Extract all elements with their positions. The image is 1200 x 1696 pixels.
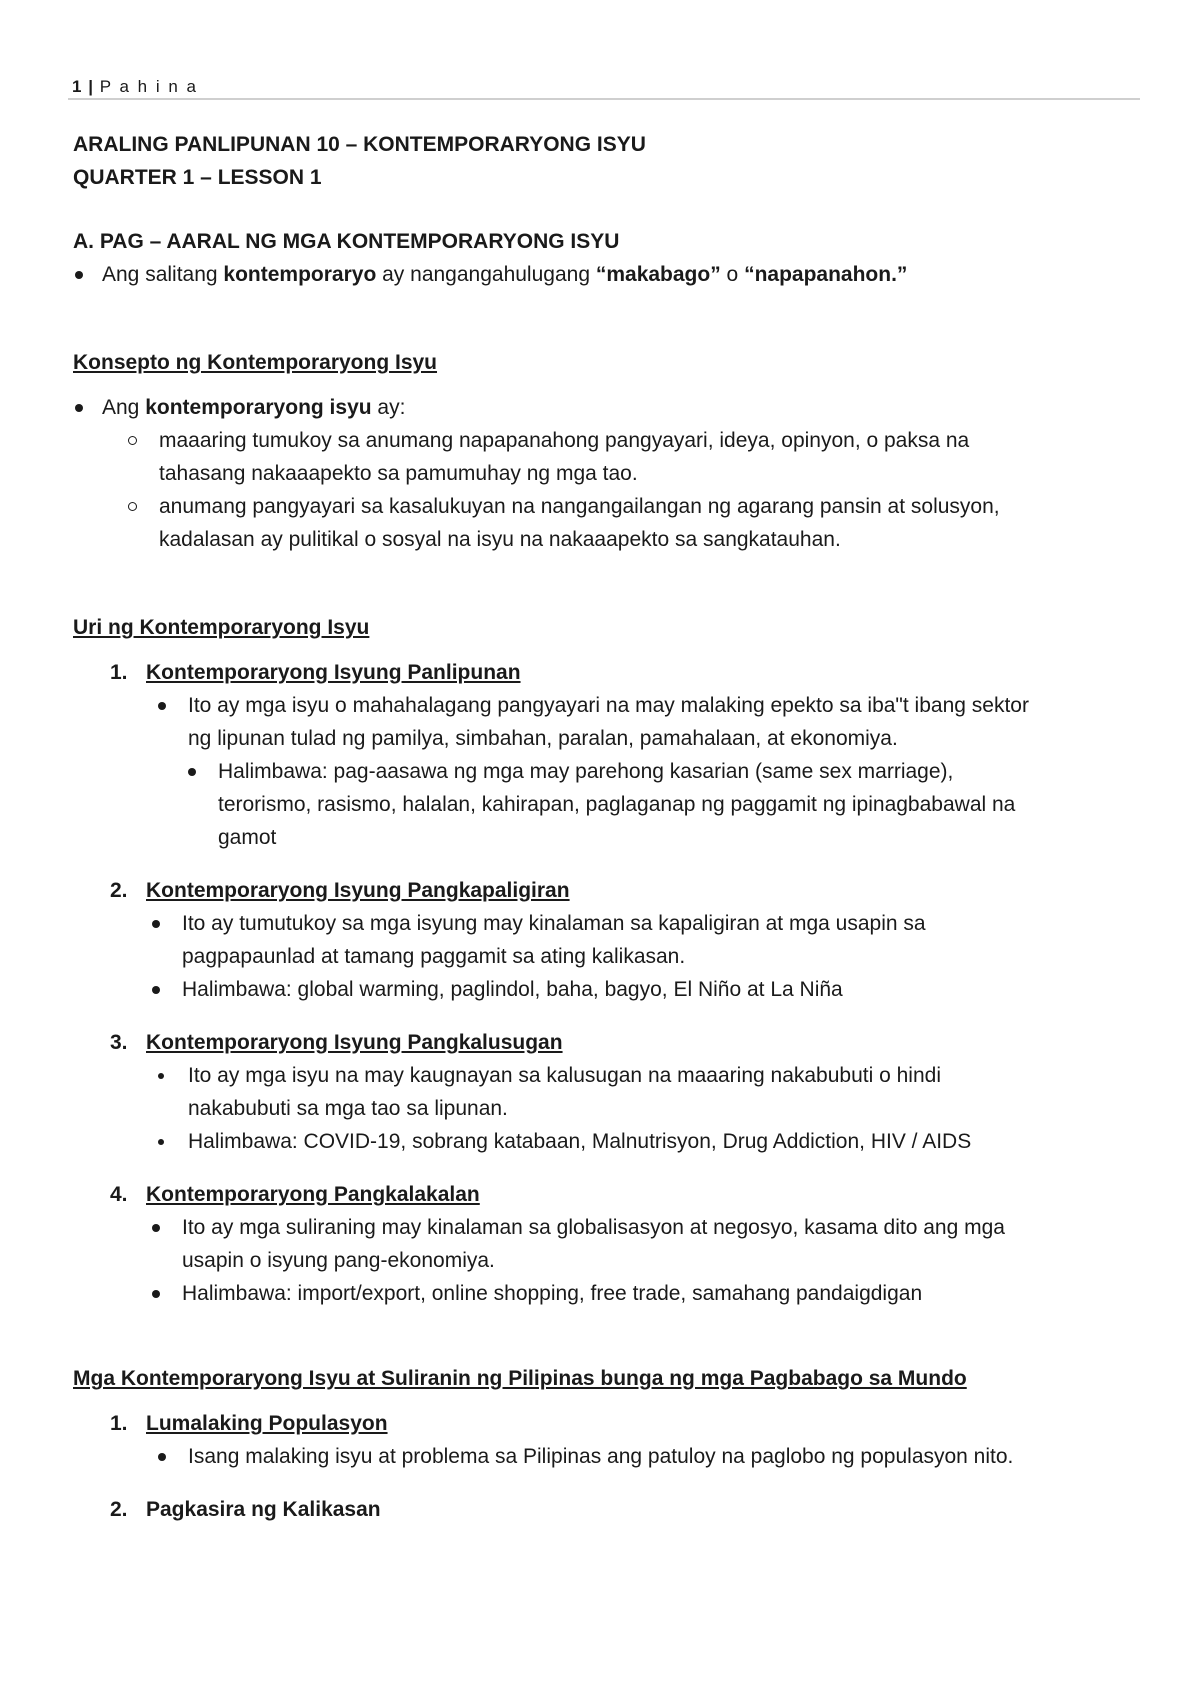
uri-item-title [73, 1026, 1133, 1059]
item-line: anumang pangyayari sa kasalukuyan na nangangailangan ng agarang pansin at solusyon, [159, 495, 1000, 518]
bullet-icon [152, 920, 160, 928]
circle-bullet-icon [128, 436, 137, 445]
text-run: ay: [371, 396, 406, 419]
uri-item-label: Kontemporaryong Isyung Pangkalusugan [146, 1031, 563, 1054]
document-body [73, 128, 1133, 1526]
list-number: 1. [110, 661, 128, 684]
desc-line: Ito ay mga suliraning may kinalaman sa globalisasyon at negosyo, kasama dito ang mga [182, 1216, 1005, 1239]
bullet-icon [188, 768, 196, 776]
uri-item-example [73, 755, 1133, 854]
bullet-icon [158, 1073, 164, 1079]
uri-item-title [73, 656, 1133, 689]
circle-bullet-icon [128, 502, 137, 511]
bullet-icon [75, 271, 83, 279]
bullet-icon [152, 1290, 160, 1298]
list-number: 2. [110, 879, 128, 902]
konsepto-heading: Konsepto ng Kontemporaryong Isyu [73, 351, 438, 374]
uri-heading: Uri ng Kontemporaryong Isyu [73, 616, 370, 639]
desc-line: nakabubuti sa mga tao sa lipunan. [188, 1097, 508, 1120]
example-line: Halimbawa: pag-aasawa ng mga may parehong kasarian (same sex marriage), [218, 760, 954, 783]
desc-line: pagpapaunlad at tamang paggamit sa ating kalikasan. [182, 945, 686, 968]
bullet-icon [158, 1139, 164, 1145]
uri-item-desc [73, 907, 1133, 973]
uri-item-title [73, 874, 1133, 907]
page-number: 1 [72, 77, 82, 96]
uri-item-example [73, 1125, 1133, 1158]
uri-item-desc [73, 1211, 1133, 1277]
bullet-icon [75, 404, 83, 412]
section-a-heading: A. PAG – AARAL NG MGA KONTEMPORARYONG ISYU [73, 230, 620, 253]
bullet-icon [152, 1224, 160, 1232]
term-kontemporaryo: kontemporaryo [223, 263, 377, 286]
desc-line: usapin o isyung pang-ekonomiya. [182, 1249, 495, 1272]
item-line: tahasang nakaaapekto sa pamumuhay ng mga tao. [159, 462, 638, 485]
konsepto-intro [73, 391, 1133, 424]
konsepto-item [73, 490, 1133, 556]
example-line: Halimbawa: import/export, online shopping, free trade, samahang pandaigdigan [182, 1282, 923, 1305]
item-line: maaaring tumukoy sa anumang napapanahong pangyayari, ideya, opinyon, o paksa na [159, 429, 970, 452]
desc-line: Ito ay mga isyu o mahahalagang pangyayari na may malaking epekto sa iba"t ibang sektor [188, 694, 1029, 717]
uri-item-example [73, 973, 1133, 1006]
bullet-icon [152, 986, 160, 994]
desc-line: ng lipunan tulad ng pamilya, simbahan, paralan, pamahalaan, at ekonomiya. [188, 727, 898, 750]
example-line: Halimbawa: COVID-19, sobrang katabaan, Malnutrisyon, Drug Addiction, HIV / AIDS [188, 1130, 972, 1153]
page-word: P a h i n a [99, 77, 198, 96]
example-line: terorismo, rasismo, halalan, kahirapan, paglaganap ng paggamit ng ipinagbabawal na [218, 793, 1016, 816]
document-title: ARALING PANLIPUNAN 10 – KONTEMPORARYONG ISYU [73, 133, 646, 156]
header-divider [68, 98, 1140, 100]
mga-isyu-item-title [73, 1493, 1133, 1526]
desc-line: Isang malaking isyu at problema sa Pilipinas ang patuloy na paglobo ng populasyon nito. [188, 1445, 1014, 1468]
konsepto-item [73, 424, 1133, 490]
uri-item-label: Kontemporaryong Isyung Panlipunan [146, 661, 521, 684]
uri-item-label: Kontemporaryong Pangkalakalan [146, 1183, 480, 1206]
mga-isyu-heading: Mga Kontemporaryong Isyu at Suliranin ng Pilipinas bunga ng mga Pagbabago sa Mundo [73, 1367, 967, 1390]
text-run: o [720, 263, 745, 286]
text-run: ay nangangahulugang [376, 263, 596, 286]
desc-line: Ito ay mga isyu na may kaugnayan sa kalusugan na maaaring nakabubuti o hindi [188, 1064, 941, 1087]
desc-line: Ito ay tumutukoy sa mga isyung may kinalaman sa kapaligiran at mga usapin sa [182, 912, 926, 935]
term-napapanahon: “napapanahon.” [744, 263, 908, 286]
term-makabago: “makabago” [595, 263, 721, 286]
example-line: gamot [218, 826, 277, 849]
text-run: Ang [102, 396, 146, 419]
list-number: 2. [110, 1498, 128, 1521]
uri-item-label: Kontemporaryong Isyung Pangkapaligiran [146, 879, 570, 902]
term-kontemporaryong-isyu: kontemporaryong isyu [145, 396, 372, 419]
mga-isyu-item-label: Lumalaking Populasyon [146, 1412, 388, 1435]
page-separator: | [88, 77, 93, 96]
example-line: Halimbawa: global warming, paglindol, baha, bagyo, El Niño at La Niña [182, 978, 843, 1001]
text-run: Ang salitang [102, 263, 224, 286]
bullet-icon [158, 702, 166, 710]
section-a-bullet [73, 258, 1133, 291]
uri-item-title [73, 1178, 1133, 1211]
document-subtitle: QUARTER 1 – LESSON 1 [73, 166, 322, 189]
mga-isyu-item-desc [73, 1440, 1133, 1473]
uri-item-desc [73, 689, 1133, 755]
mga-isyu-item-label: Pagkasira ng Kalikasan [146, 1498, 381, 1521]
mga-isyu-item-title [73, 1407, 1133, 1440]
list-number: 4. [110, 1183, 128, 1206]
uri-item-desc [73, 1059, 1133, 1125]
list-number: 3. [110, 1031, 128, 1054]
list-number: 1. [110, 1412, 128, 1435]
uri-item-example [73, 1277, 1133, 1310]
bullet-icon [158, 1453, 166, 1461]
item-line: kadalasan ay pulitikal o sosyal na isyu na nakaaapekto sa sangkatauhan. [159, 528, 841, 551]
